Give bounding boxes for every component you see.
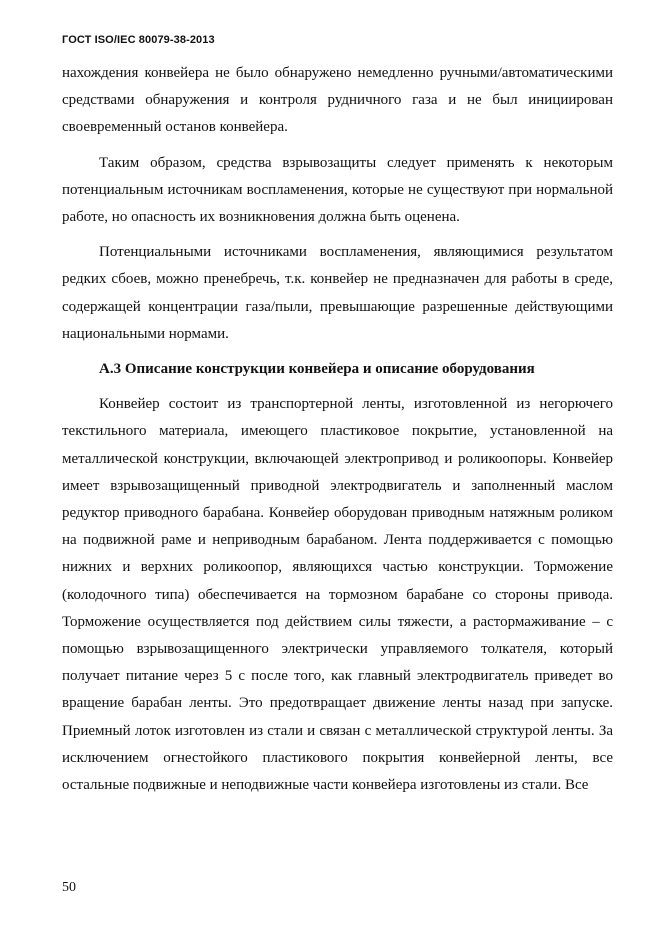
paragraph: Конвейер состоит из транспортерной ленты, изготовленной из негорючего текстильного материала, имеющего пластиковое покрытие, установленной на металлической конструкции, включающей электропривод и роликоопоры. Конвейер имеет взрывозащищенный приводной электродвигатель и заполненный маслом редуктор приводного барабана. Конвейер оборудован приводным натяжным роликом на подвижной раме и неприводным барабаном. Лента поддерживается с помощью нижних и верхних роликоопор, являющихся частью конструкции. Торможение (колодочного типа) обеспечивается на тормозном барабане со стороны привода. Торможение осуществляется под действием силы тяжести, а растормаживание – с помощью взрывозащищенного электрически управляемого толкателя, который получает питание через 5 с после того, как главный электродвигатель приведет во вращение барабан ленты. Это предотвращает движение ленты назад при запуске. Приемный лоток изготовлен из стали и связан с металлической структурой ленты. За исключением огнестойкого пластикового покрытия конвейерной ленты, все остальные подвижные и неподвижные части конвейера изготовлены из стали. Все [62, 396, 613, 794]
paragraph: Таким образом, средства взрывозащиты следует применять к некоторым потенциальным источникам воспламенения, которые не существуют при нормальной работе, но опасность их возникновения должна быть оценена. [62, 154, 613, 226]
page-number: 50 [62, 880, 76, 895]
document-body [62, 60, 613, 799]
document-header: ГОСТ ISO/IEC 80079-38-2013 [62, 34, 215, 46]
paragraph: Потенциальными источниками воспламенения, являющимися результатом редких сбоев, можно пренебречь, т.к. конвейер не предназначен для работы в среде, содержащей концентрации газа/пыли, превышающие разрешенные действующими национальными нормами. [62, 244, 613, 342]
paragraph: нахождения конвейера не было обнаружено немедленно ручными/автоматическими средствами обнаружения и контроля рудничного газа и не был инициирован своевременный останов конвейера. [62, 65, 613, 136]
section-heading: А.3 Описание конструкции конвейера и описание оборудования [99, 361, 535, 378]
